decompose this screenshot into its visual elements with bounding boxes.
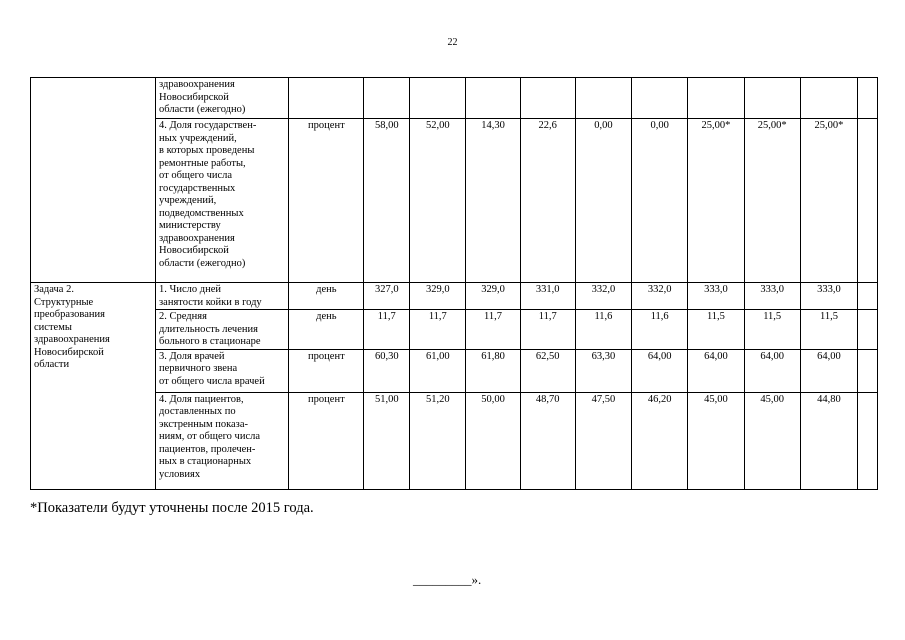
- value-cell: [364, 78, 410, 119]
- value-cell: [632, 78, 688, 119]
- value-cell: 50,00: [466, 392, 520, 489]
- value-cell: [858, 283, 878, 310]
- table-row: [31, 349, 878, 392]
- table-row: [31, 310, 878, 350]
- value-cell: 44,80: [800, 392, 857, 489]
- value-cell: [858, 392, 878, 489]
- indicator-cell: 4. Доля пациентов, доставленных по экстренным показа- ниям, от общего числа пациентов, пролечен- ных в стационарных условиях: [156, 392, 289, 489]
- value-cell: 46,20: [632, 392, 688, 489]
- value-cell: 14,30: [466, 119, 520, 283]
- indicators-table: [30, 77, 878, 490]
- task-cell: [31, 78, 156, 283]
- indicator-cell: 3. Доля врачей первичного звена от общего числа врачей: [156, 349, 289, 392]
- table-row: [31, 119, 878, 283]
- value-cell: [858, 310, 878, 350]
- unit-cell: день: [289, 283, 364, 310]
- value-cell: 11,7: [410, 310, 466, 350]
- value-cell: 45,00: [688, 392, 744, 489]
- value-cell: [688, 78, 744, 119]
- table-row: [31, 392, 878, 489]
- unit-cell: процент: [289, 349, 364, 392]
- value-cell: 25,00*: [744, 119, 800, 283]
- value-cell: 11,5: [800, 310, 857, 350]
- closing-mark: _________».: [413, 572, 482, 587]
- value-cell: 61,00: [410, 349, 466, 392]
- value-cell: 51,20: [410, 392, 466, 489]
- value-cell: 11,7: [466, 310, 520, 350]
- indicator-cell: 4. Доля государствен- ных учреждений, в которых проведены ремонтные работы, от общего числа государственных учреждений, подведомственных министерству здравоохранения Новосибирской области (ежегодно): [156, 119, 289, 283]
- value-cell: 331,0: [520, 283, 575, 310]
- value-cell: 22,6: [520, 119, 575, 283]
- value-cell: 11,7: [364, 310, 410, 350]
- value-cell: 329,0: [410, 283, 466, 310]
- value-cell: 333,0: [800, 283, 857, 310]
- value-cell: 64,00: [688, 349, 744, 392]
- value-cell: 48,70: [520, 392, 575, 489]
- table-row: [31, 283, 878, 310]
- value-cell: 11,6: [632, 310, 688, 350]
- value-cell: 52,00: [410, 119, 466, 283]
- value-cell: 61,80: [466, 349, 520, 392]
- value-cell: [858, 119, 878, 283]
- table-row: [31, 78, 878, 119]
- value-cell: 333,0: [744, 283, 800, 310]
- value-cell: 11,5: [688, 310, 744, 350]
- value-cell: 11,6: [575, 310, 631, 350]
- value-cell: 64,00: [800, 349, 857, 392]
- value-cell: 63,30: [575, 349, 631, 392]
- footnote: *Показатели будут уточнены после 2015 года.: [30, 500, 314, 516]
- indicator-cell: здравоохранения Новосибирской области (ежегодно): [156, 78, 289, 119]
- value-cell: [800, 78, 857, 119]
- value-cell: [575, 78, 631, 119]
- value-cell: 25,00*: [800, 119, 857, 283]
- value-cell: 333,0: [688, 283, 744, 310]
- value-cell: 58,00: [364, 119, 410, 283]
- value-cell: [466, 78, 520, 119]
- value-cell: 11,5: [744, 310, 800, 350]
- indicator-cell: 2. Средняя длительность лечения больного в стационаре: [156, 310, 289, 350]
- value-cell: 45,00: [744, 392, 800, 489]
- unit-cell: процент: [289, 119, 364, 283]
- value-cell: 11,7: [520, 310, 575, 350]
- task-cell: Задача 2. Структурные преобразования системы здравоохранения Новосибирской области: [31, 283, 156, 490]
- unit-cell: день: [289, 310, 364, 350]
- value-cell: 327,0: [364, 283, 410, 310]
- value-cell: 0,00: [575, 119, 631, 283]
- unit-cell: [289, 78, 364, 119]
- value-cell: 62,50: [520, 349, 575, 392]
- value-cell: 329,0: [466, 283, 520, 310]
- value-cell: 332,0: [575, 283, 631, 310]
- page-number: 22: [447, 37, 458, 48]
- value-cell: [520, 78, 575, 119]
- value-cell: 0,00: [632, 119, 688, 283]
- value-cell: [410, 78, 466, 119]
- value-cell: [744, 78, 800, 119]
- value-cell: 332,0: [632, 283, 688, 310]
- value-cell: [858, 78, 878, 119]
- value-cell: 47,50: [575, 392, 631, 489]
- value-cell: 51,00: [364, 392, 410, 489]
- value-cell: 25,00*: [688, 119, 744, 283]
- indicator-cell: 1. Число дней занятости койки в году: [156, 283, 289, 310]
- value-cell: 60,30: [364, 349, 410, 392]
- unit-cell: процент: [289, 392, 364, 489]
- value-cell: 64,00: [744, 349, 800, 392]
- value-cell: 64,00: [632, 349, 688, 392]
- value-cell: [858, 349, 878, 392]
